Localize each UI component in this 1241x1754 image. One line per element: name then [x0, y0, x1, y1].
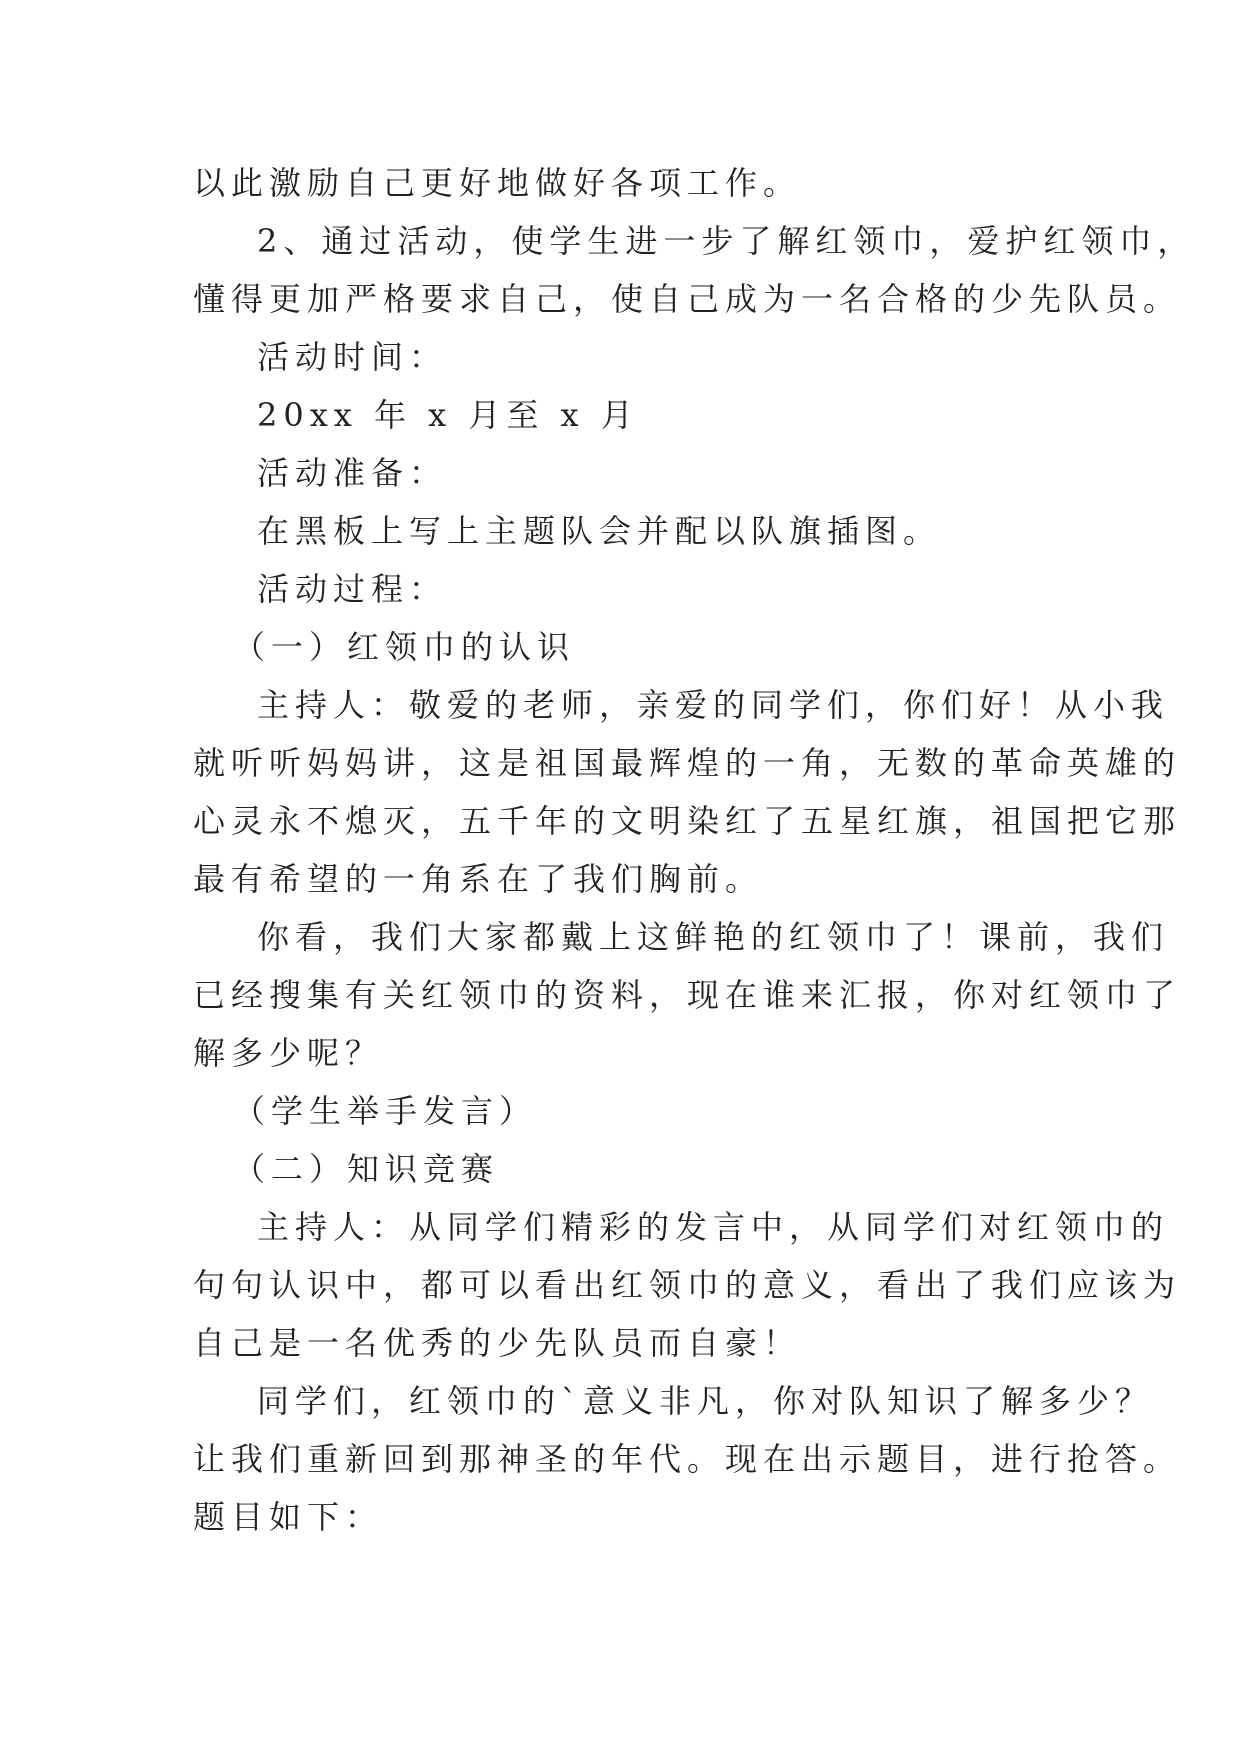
paragraph-line: 主持人：敬爱的老师，亲爱的同学们，你们好！从小我	[257, 686, 1170, 724]
paragraph-line: 题目如下：	[193, 1498, 384, 1536]
paragraph-line: 2、通过活动，使学生进一步了解红领巾，爱护红领巾，	[257, 222, 1196, 260]
paragraph-line: 主持人：从同学们精彩的发言中，从同学们对红领巾的	[257, 1208, 1170, 1246]
paragraph-line: 已经搜集有关红领巾的资料，现在谁来汇报，你对红领巾了	[193, 976, 1182, 1014]
paragraph-line: 让我们重新回到那神圣的年代。现在出示题目，进行抢答。	[193, 1440, 1182, 1478]
paragraph-line: 你看，我们大家都戴上这鲜艳的红领巾了！课前，我们	[257, 918, 1170, 956]
paragraph-line: 在黑板上写上主题队会并配以队旗插图。	[257, 512, 942, 550]
section-label: 活动准备：	[257, 454, 448, 492]
paragraph-line: 心灵永不熄灭，五千年的文明染红了五星红旗，祖国把它那	[193, 802, 1182, 840]
paragraph-line: 懂得更加严格要求自己，使自己成为一名合格的少先队员。	[193, 280, 1182, 318]
subsection-heading: （一）红领巾的认识	[233, 628, 576, 666]
paragraph-line: 解多少呢？	[193, 1034, 384, 1072]
section-label: 活动过程：	[257, 570, 448, 608]
paragraph-line: 20xx 年 x 月至 x 月	[257, 396, 639, 434]
paragraph-line: （学生举手发言）	[233, 1092, 538, 1130]
section-label: 活动时间：	[257, 338, 448, 376]
paragraph-line: 同学们，红领巾的`意义非凡，你对队知识了解多少？	[257, 1382, 1154, 1420]
document-body	[193, 154, 1196, 1546]
subsection-heading: （二）知识竞赛	[233, 1150, 500, 1188]
paragraph-line: 就听听妈妈讲，这是祖国最辉煌的一角，无数的革命英雄的	[193, 744, 1182, 782]
paragraph-line: 自己是一名优秀的少先队员而自豪！	[193, 1324, 802, 1362]
paragraph-line: 以此激励自己更好地做好各项工作。	[193, 164, 802, 202]
paragraph-line: 句句认识中，都可以看出红领巾的意义，看出了我们应该为	[193, 1266, 1182, 1304]
paragraph-line: 最有希望的一角系在了我们胸前。	[193, 860, 764, 898]
